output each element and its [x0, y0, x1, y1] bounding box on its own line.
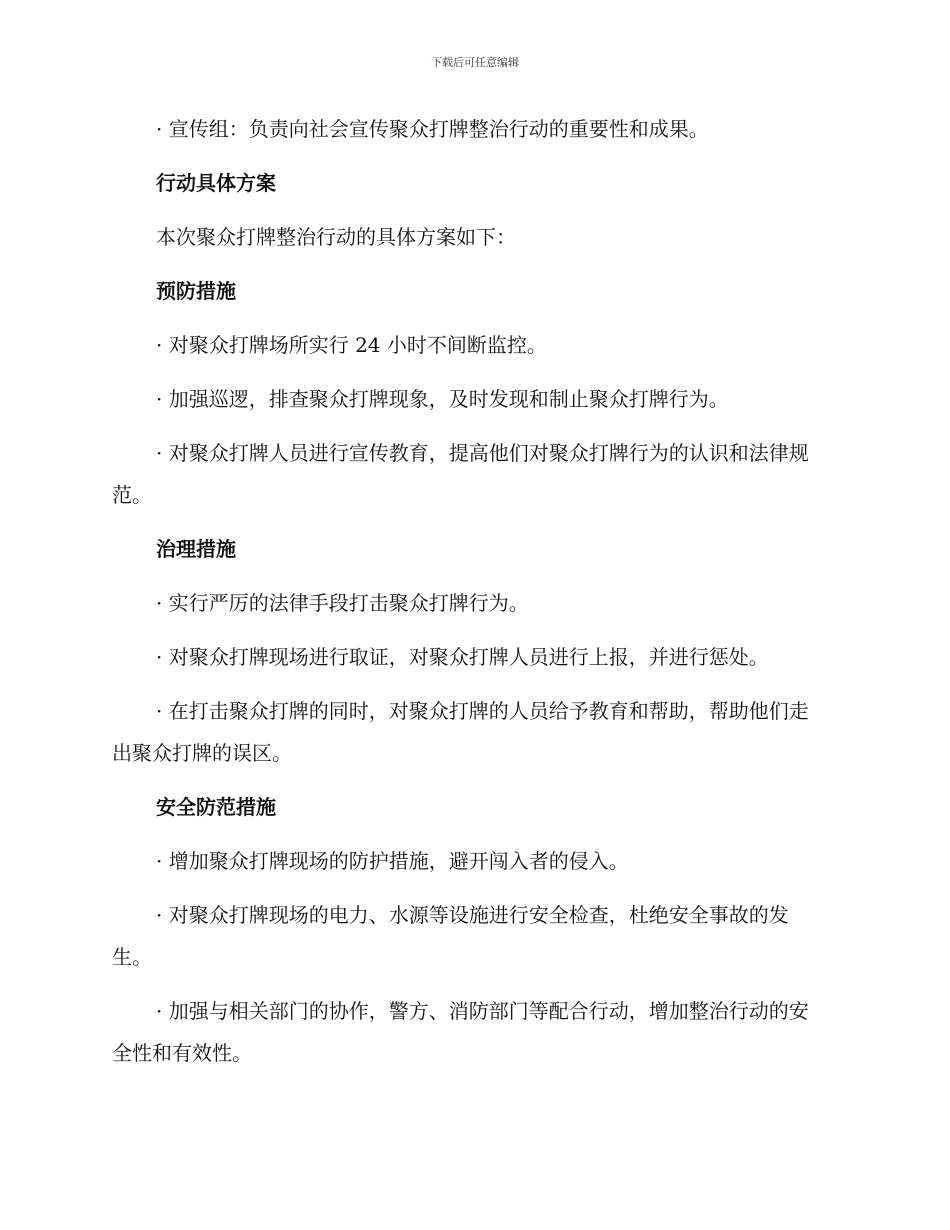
document-body: [112, 108, 824, 1086]
heading-action-plan: 行动具体方案: [156, 171, 276, 195]
paragraph-governance-1: · 实行严厉的法律手段打击聚众打牌行为。: [156, 591, 529, 615]
heading-safety: 安全防范措施: [156, 795, 276, 819]
paragraph-safety-2: · 对聚众打牌现场的电力、水源等设施进行安全检查，杜绝安全事故的发生。: [112, 903, 789, 969]
heading-governance: 治理措施: [156, 537, 236, 561]
paragraph-safety-3: · 加强与相关部门的协作，警方、消防部门等配合行动，增加整治行动的安全性和有效性。: [112, 999, 809, 1065]
paragraph-prevention-3: · 对聚众打牌人员进行宣传教育，提高他们对聚众打牌行为的认识和法律规范。: [112, 441, 809, 507]
paragraph-governance-2: · 对聚众打牌现场进行取证，对聚众打牌人员进行上报，并进行惩处。: [156, 645, 769, 669]
heading-prevention: 预防措施: [156, 279, 236, 303]
paragraph-publicity-group: · 宣传组：负责向社会宣传聚众打牌整治行动的重要性和成果。: [156, 117, 709, 141]
paragraph-safety-1: · 增加聚众打牌现场的防护措施，避开闯入者的侵入。: [156, 849, 629, 873]
paragraph-prevention-2: · 加强巡逻，排查聚众打牌现象，及时发现和制止聚众打牌行为。: [156, 387, 729, 411]
paragraph-plan-intro: 本次聚众打牌整治行动的具体方案如下：: [156, 225, 516, 249]
paragraph-prevention-1: · 对聚众打牌场所实行 24 小时不间断监控。: [156, 333, 547, 357]
page-header: 下载后可任意编辑: [431, 56, 519, 69]
paragraph-governance-3: · 在打击聚众打牌的同时，对聚众打牌的人员给予教育和帮助，帮助他们走出聚众打牌的误区。: [112, 699, 809, 765]
